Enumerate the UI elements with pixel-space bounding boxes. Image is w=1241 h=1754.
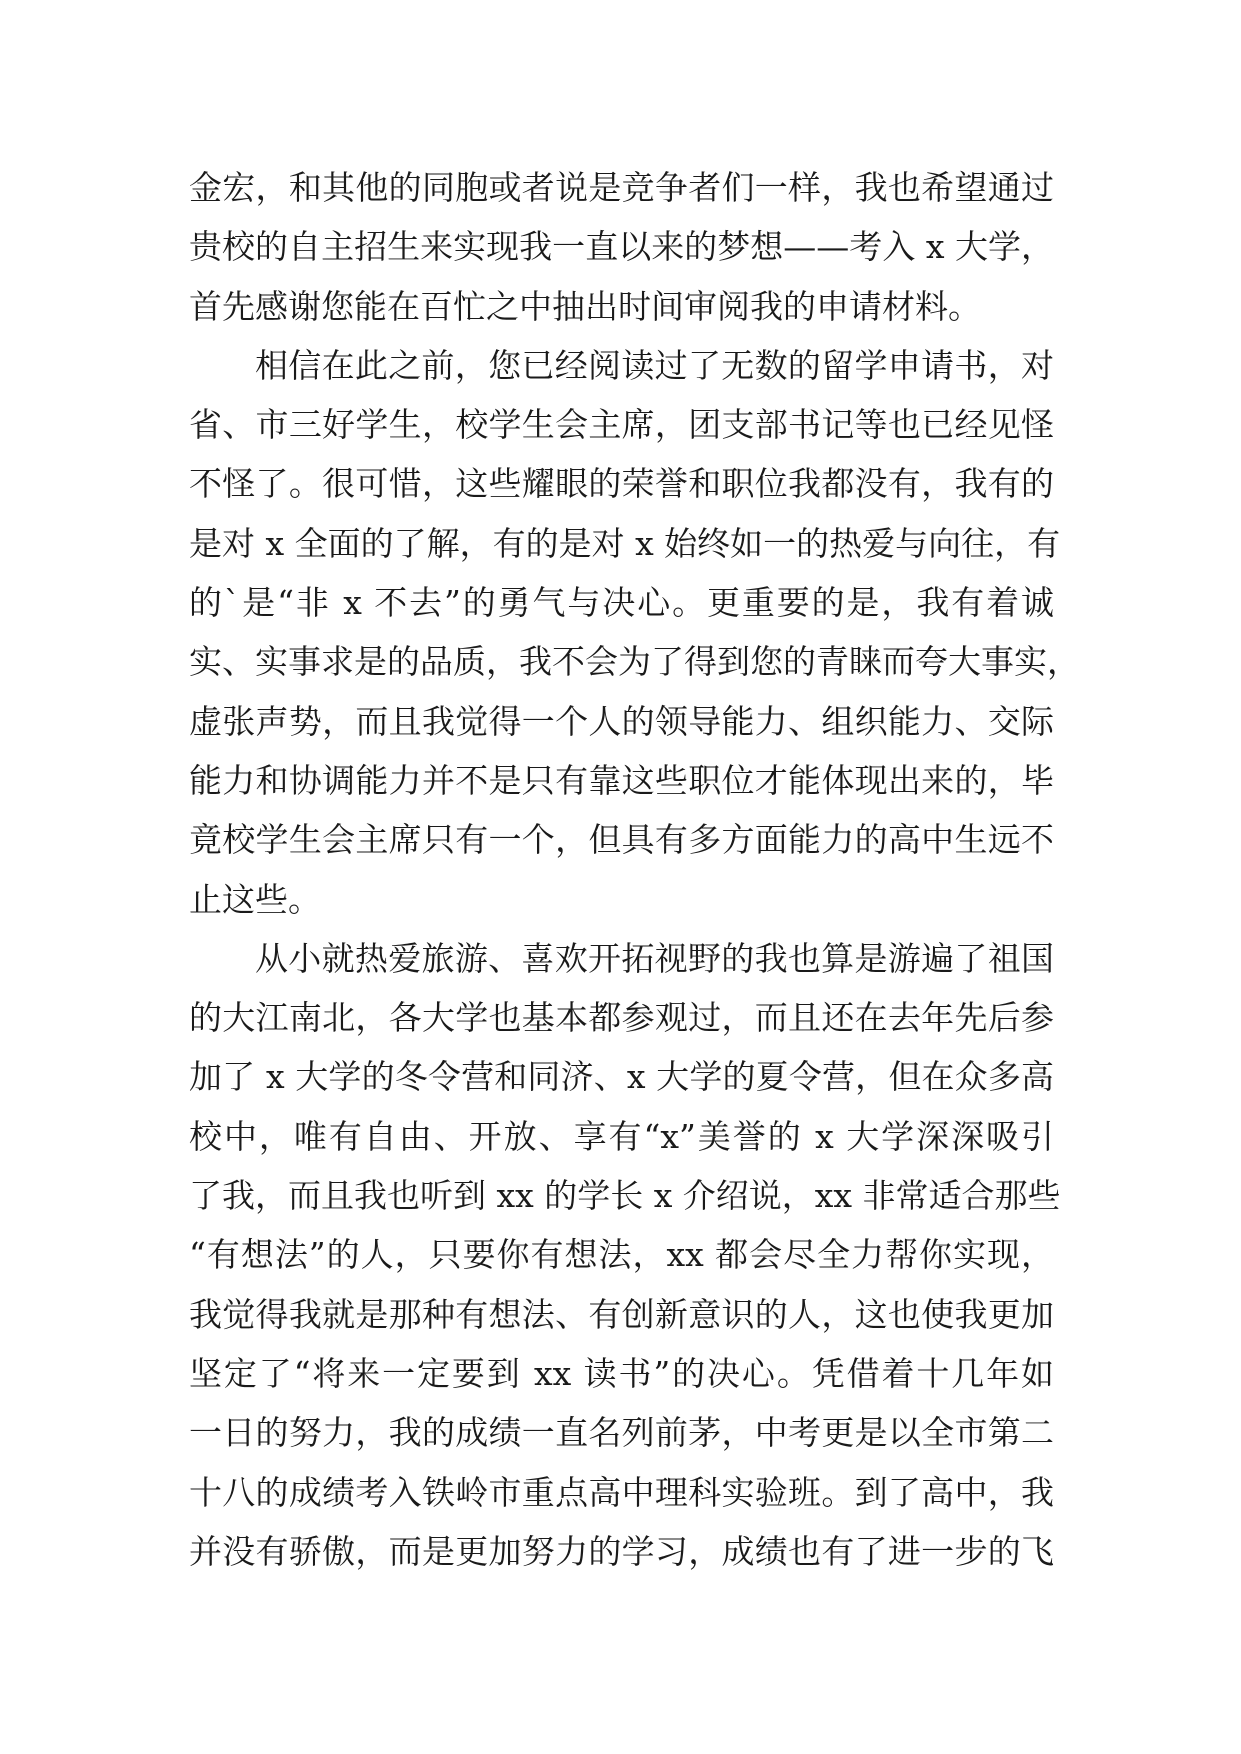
text-line: 虚张声势，而且我觉得一个人的领导能力、组织能力、交际 [189,701,1054,741]
text-line: 加了 x 大学的冬令营和同济、x 大学的夏令营，但在众多高 [189,1057,1054,1097]
text-line: 竟校学生会主席只有一个，但具有多方面能力的高中生远不 [189,820,1054,860]
text-line: 校中，唯有自由、开放、享有“x”美誉的 x 大学深深吸引 [189,1116,1054,1156]
text-line: 是对 x 全面的了解，有的是对 x 始终如一的热爱与向往，有 [189,523,1061,563]
text-line: 一日的努力，我的成绩一直名列前茅，中考更是以全市第二 [189,1413,1054,1453]
text-line: 首先感谢您能在百忙之中抽出时间审阅我的申请材料。 [189,286,981,326]
text-line: 不怪了。很可惜，这些耀眼的荣誉和职位我都没有，我有的 [189,464,1054,504]
text-line: 我觉得我就是那种有想法、有创新意识的人，这也使我更加 [189,1294,1054,1334]
text-line: 实、实事求是的品质，我不会为了得到您的青睐而夸大事实， [189,642,1080,682]
text-line: 十八的成绩考入铁岭市重点高中理科实验班。到了高中，我 [189,1472,1054,1512]
text-line: 能力和协调能力并不是只有靠这些职位才能体现出来的，毕 [189,760,1054,800]
text-line: 的大江南北，各大学也基本都参观过，而且还在去年先后参 [189,998,1054,1038]
text-line: 贵校的自主招生来实现我一直以来的梦想——考入 x 大学， [189,227,1054,267]
text-line: 止这些。 [189,879,321,919]
text-line: 金宏，和其他的同胞或者说是竞争者们一样，我也希望通过 [189,168,1054,207]
text-line: 并没有骄傲，而是更加努力的学习，成绩也有了进一步的飞 [189,1531,1054,1571]
text-line: 坚定了“将来一定要到 xx 读书”的决心。凭借着十几年如 [189,1353,1054,1393]
text-line: “有想法”的人，只要你有想法，xx 都会尽全力帮你实现， [189,1235,1054,1275]
text-line: 从小就热爱旅游、喜欢开拓视野的我也算是游遍了祖国 [255,938,1054,978]
text-line: 省、市三好学生，校学生会主席，团支部书记等也已经见怪 [189,405,1054,445]
body-text [189,158,1080,1581]
text-line: 的`是“非 x 不去”的勇气与决心。更重要的是，我有着诚 [189,583,1054,623]
text-line: 相信在此之前，您已经阅读过了无数的留学申请书，对 [255,345,1054,385]
text-line: 了我，而且我也听到 xx 的学长 x 介绍说，xx 非常适合那些 [189,1176,1061,1216]
